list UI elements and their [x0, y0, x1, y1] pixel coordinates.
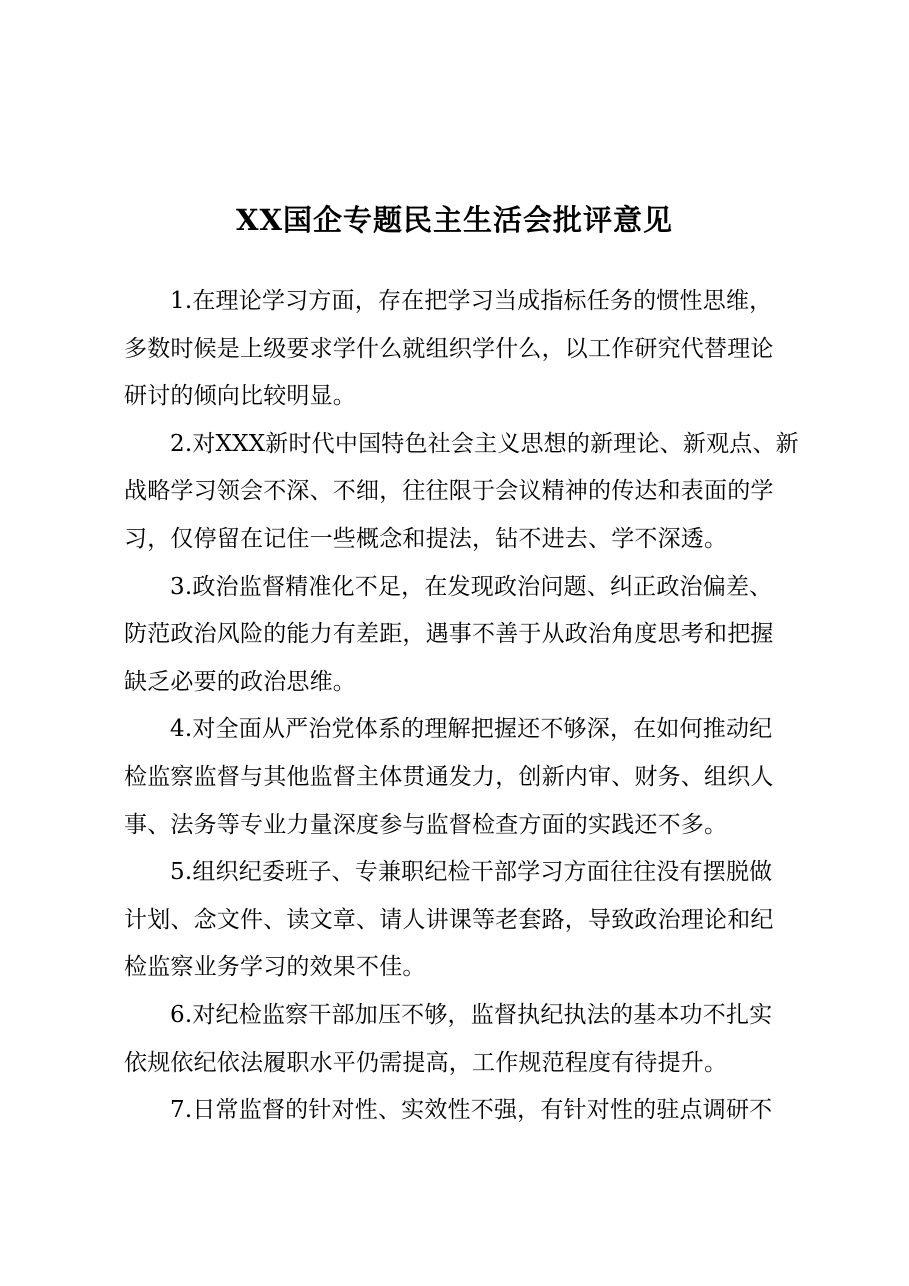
- paragraph-6: [124, 992, 824, 1087]
- paragraph-line: 检监察业务学习的效果不佳。: [124, 954, 426, 981]
- paragraph-line: 6.对纪检监察干部加压不够，监督执纪执法的基本功不扎实: [170, 1001, 773, 1028]
- paragraph-line: 依规依纪依法履职水平仍需提高，工作规范程度有待提升。: [124, 1049, 728, 1076]
- paragraph-7: [124, 1087, 824, 1135]
- paragraph-2: [124, 421, 824, 564]
- paragraph-line: 习，仅停留在记住一些概念和提法，钻不进去、学不深透。: [124, 525, 728, 552]
- paragraph-5: [124, 849, 824, 992]
- paragraph-line: 防范政治风险的能力有差距，遇事不善于从政治角度思考和把握: [124, 621, 774, 648]
- paragraph-1: [124, 278, 824, 421]
- paragraph-3: [124, 564, 824, 707]
- paragraph-line: 战略学习领会不深、不细，往往限于会议精神的传达和表面的学: [124, 478, 774, 505]
- paragraph-4: [124, 706, 824, 849]
- document-body: [124, 278, 824, 1135]
- paragraph-line: 多数时候是上级要求学什么就组织学什么，以工作研究代替理论: [124, 335, 774, 362]
- paragraph-line: 1.在理论学习方面，存在把学习当成指标任务的惯性思维，: [170, 288, 773, 314]
- paragraph-line: 检监察监督与其他监督主体贯通发力，创新内审、财务、组织人: [124, 763, 774, 790]
- paragraph-line: 事、法务等专业力量深度参与监督检查方面的实践还不多。: [124, 811, 728, 838]
- paragraph-line: 4.对全面从严治党体系的理解把握还不够深，在如何推动纪: [170, 716, 773, 743]
- paragraph-line: 计划、念文件、读文章、请人讲课等老套路，导致政治理论和纪: [124, 906, 774, 933]
- paragraph-line: 3.政治监督精准化不足，在发现政治问题、纠正政治偏差、: [170, 573, 773, 600]
- document-title: XX国企专题民主生活会批评意见: [235, 203, 673, 237]
- paragraph-line: 7.日常监督的针对性、实效性不强，有针对性的驻点调研不: [170, 1097, 773, 1124]
- paragraph-line: 研讨的倾向比较明显。: [124, 383, 356, 410]
- paragraph-line: 缺乏必要的政治思维。: [124, 668, 356, 695]
- paragraph-line: 2.对XXX新时代中国特色社会主义思想的新理论、新观点、新: [170, 430, 799, 457]
- paragraph-line: 5.组织纪委班子、专兼职纪检干部学习方面往往没有摆脱做: [170, 859, 773, 886]
